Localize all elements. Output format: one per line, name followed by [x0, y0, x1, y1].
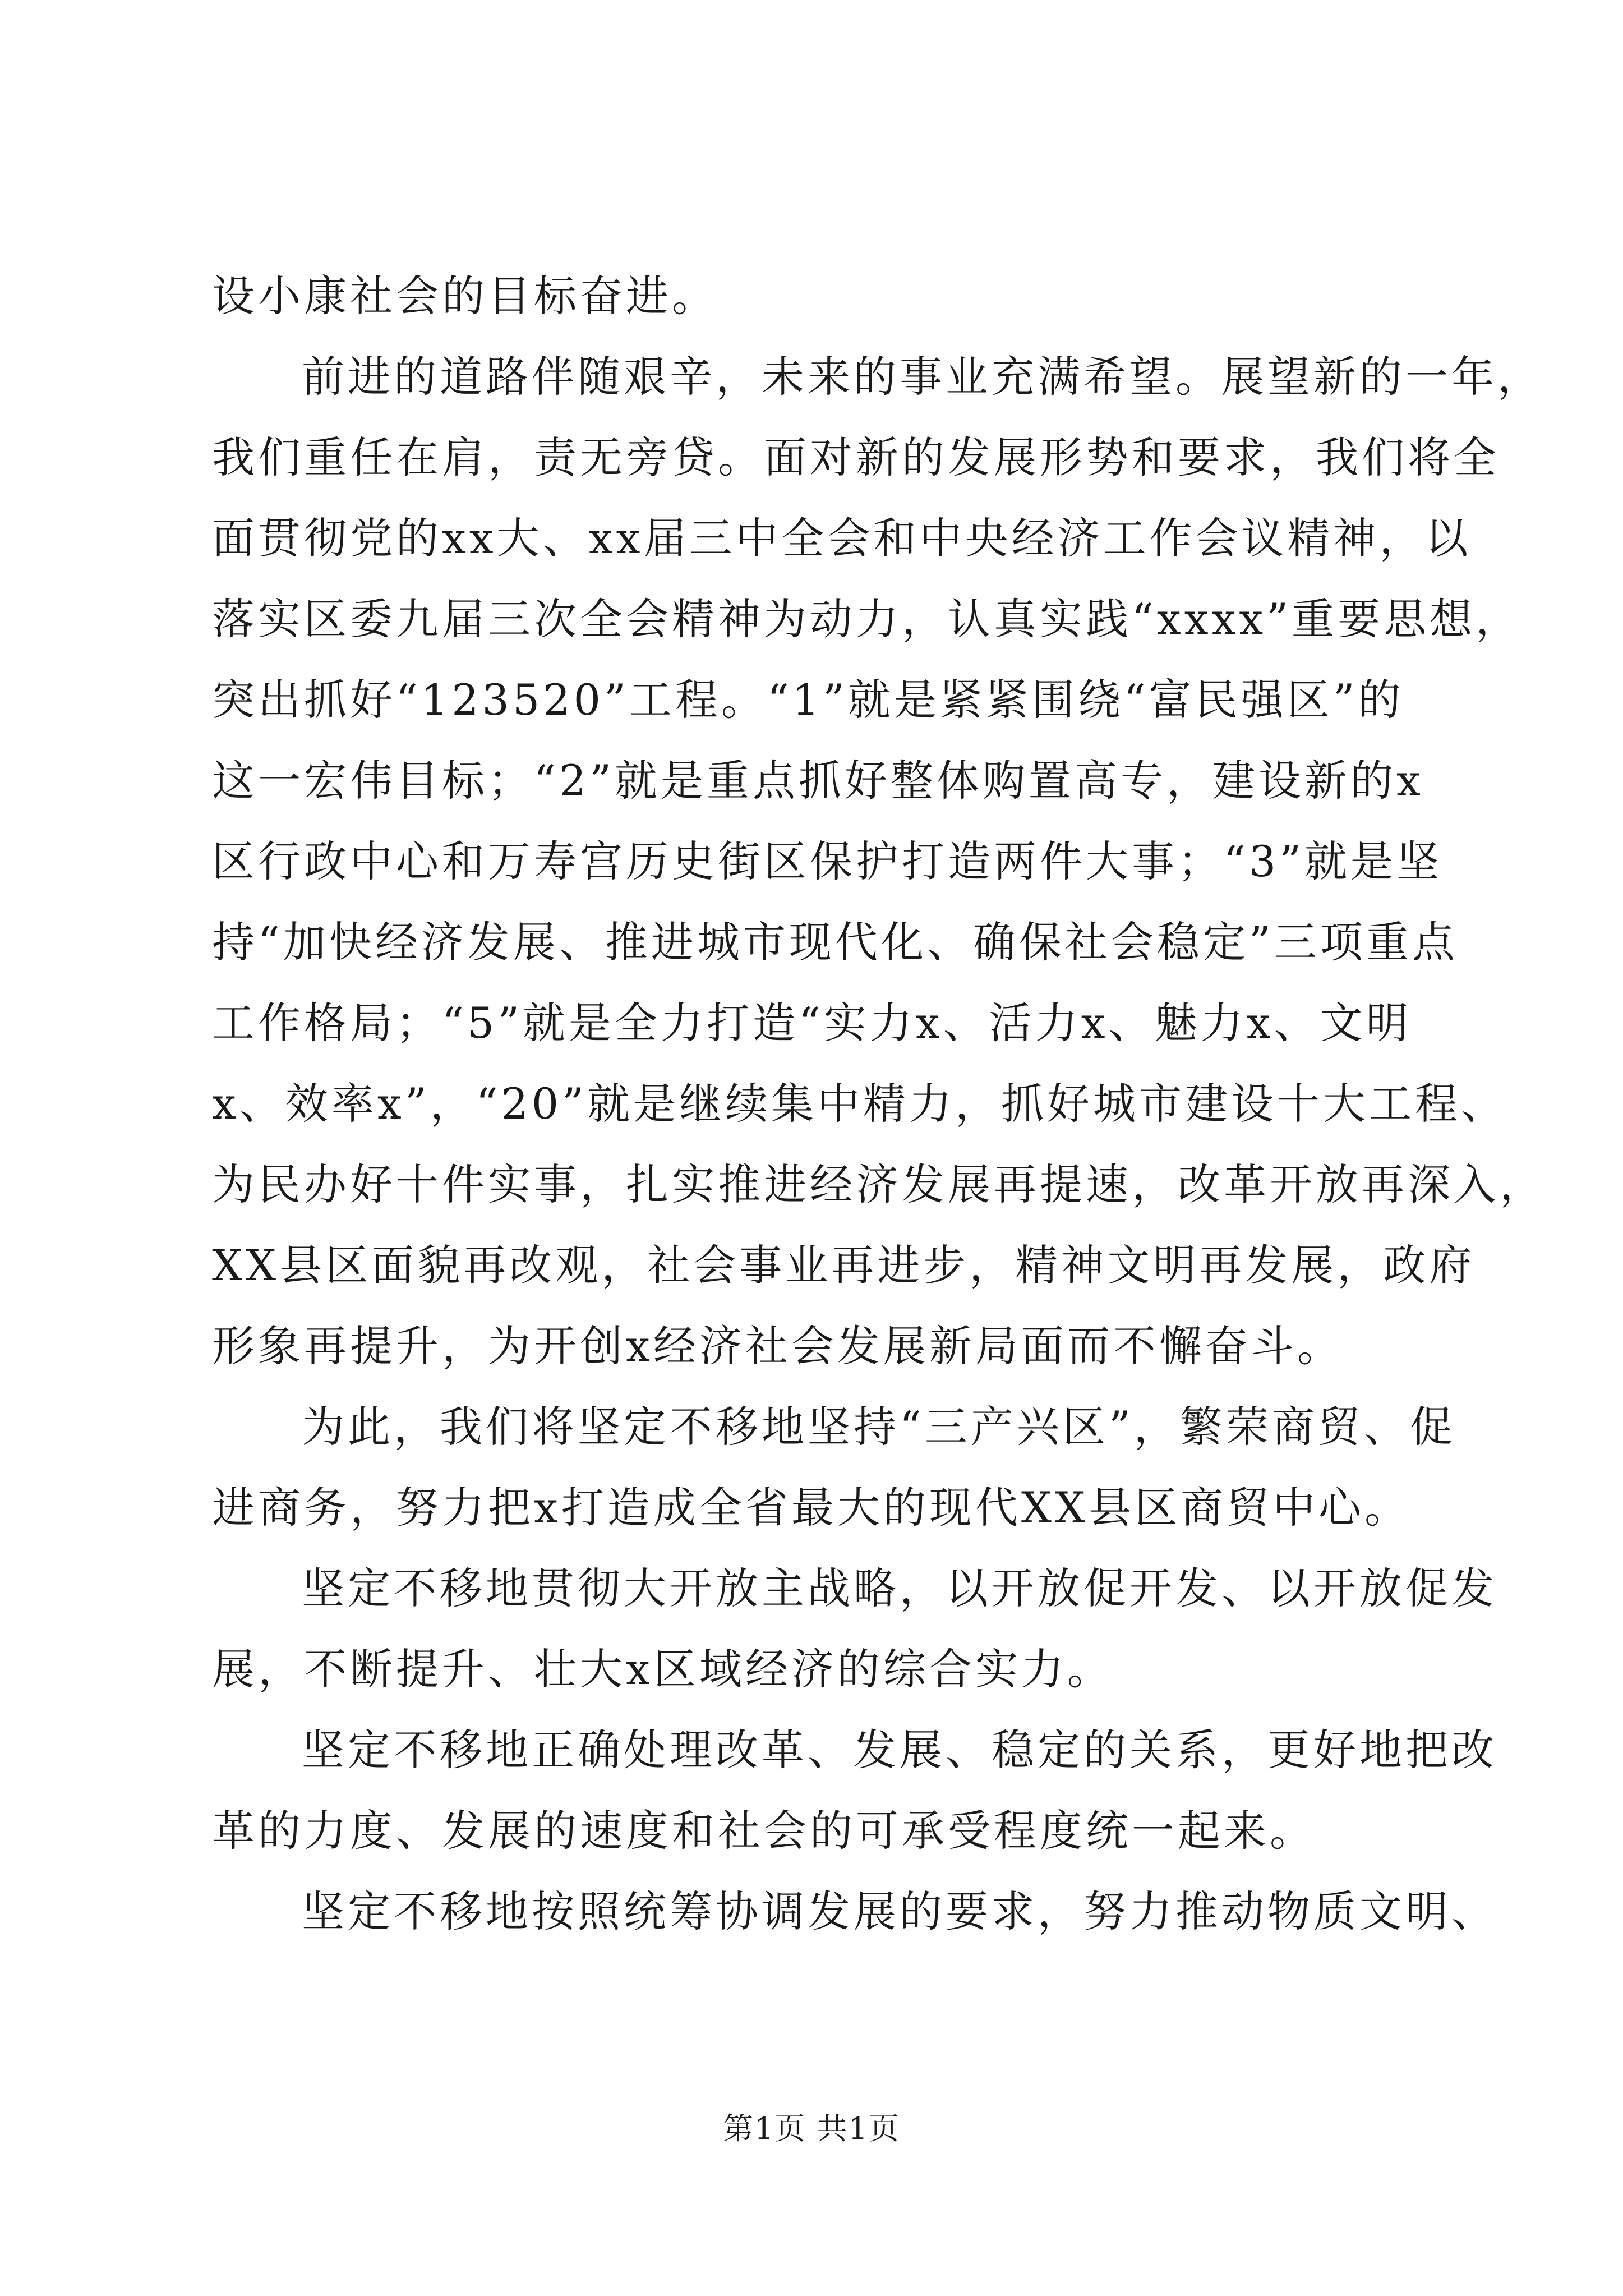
- page-footer: [0, 2109, 1623, 2148]
- text-line: 坚定不移地正确处理改革、发展、稳定的关系，更好地把改: [302, 1725, 1497, 1775]
- text-line: 这一宏伟目标；“2”就是重点抓好整体购置高专，建设新的x: [212, 756, 1424, 806]
- text-line: 为民办好十件实事，扎实推进经济发展再提速，改革开放再深入，: [212, 1159, 1546, 1209]
- text-line: 突出抓好“123520”工程。“1”就是紧紧围绕“富民强区”的: [212, 675, 1404, 725]
- text-line: 坚定不移地按照统筹协调发展的要求，努力推动物质文明、: [302, 1887, 1497, 1936]
- text-line: 形象再提升，为开创x经济社会发展新局面而不懈奋斗。: [212, 1321, 1343, 1371]
- text-line: 革的力度、发展的速度和社会的可承受程度统一起来。: [212, 1806, 1316, 1856]
- text-line: 为此，我们将坚定不移地坚持“三产兴区”，繁荣商贸、促: [302, 1402, 1456, 1452]
- text-line: XX县区面貌再改观，社会事业再进步，精神文明再发展，政府: [212, 1240, 1476, 1290]
- text-line: 设小康社会的目标奋进。: [212, 271, 718, 321]
- text-line: 区行政中心和万寿宫历史街区保护打造两件大事；“3”就是坚: [212, 836, 1443, 886]
- text-line: 我们重任在肩，责无旁贷。面对新的发展形势和要求，我们将全: [212, 432, 1500, 482]
- text-line: 坚定不移地贯彻大开放主战略，以开放促开发、以开放促发: [302, 1563, 1497, 1613]
- text-line: 落实区委九届三次全会精神为动力，认真实践“xxxx”重要思想，: [212, 594, 1522, 644]
- text-line: 面贯彻党的xx大、xx届三中全会和中央经济工作会议精神，以: [212, 513, 1472, 563]
- text-line: 工作格局；“5”就是全力打造“实力x、活力x、魅力x、文明: [212, 998, 1412, 1048]
- page-number-label: 第1页 共1页: [723, 2111, 900, 2146]
- text-line: 持“加快经济发展、推进城市现代化、确保社会稳定”三项重点: [212, 917, 1458, 967]
- text-line: 进商务，努力把x打造成全省最大的现代XX县区商贸中心。: [212, 1483, 1411, 1533]
- text-line: x、效率x”，“20”就是继续集中精力，抓好城市建设十大工程、: [212, 1079, 1507, 1129]
- text-line: 前进的道路伴随艰辛，未来的事业充满希望。展望新的一年，: [302, 352, 1543, 402]
- text-line: 展，不断提升、壮大x区域经济的综合实力。: [212, 1644, 1113, 1694]
- document-body: [212, 256, 1546, 1952]
